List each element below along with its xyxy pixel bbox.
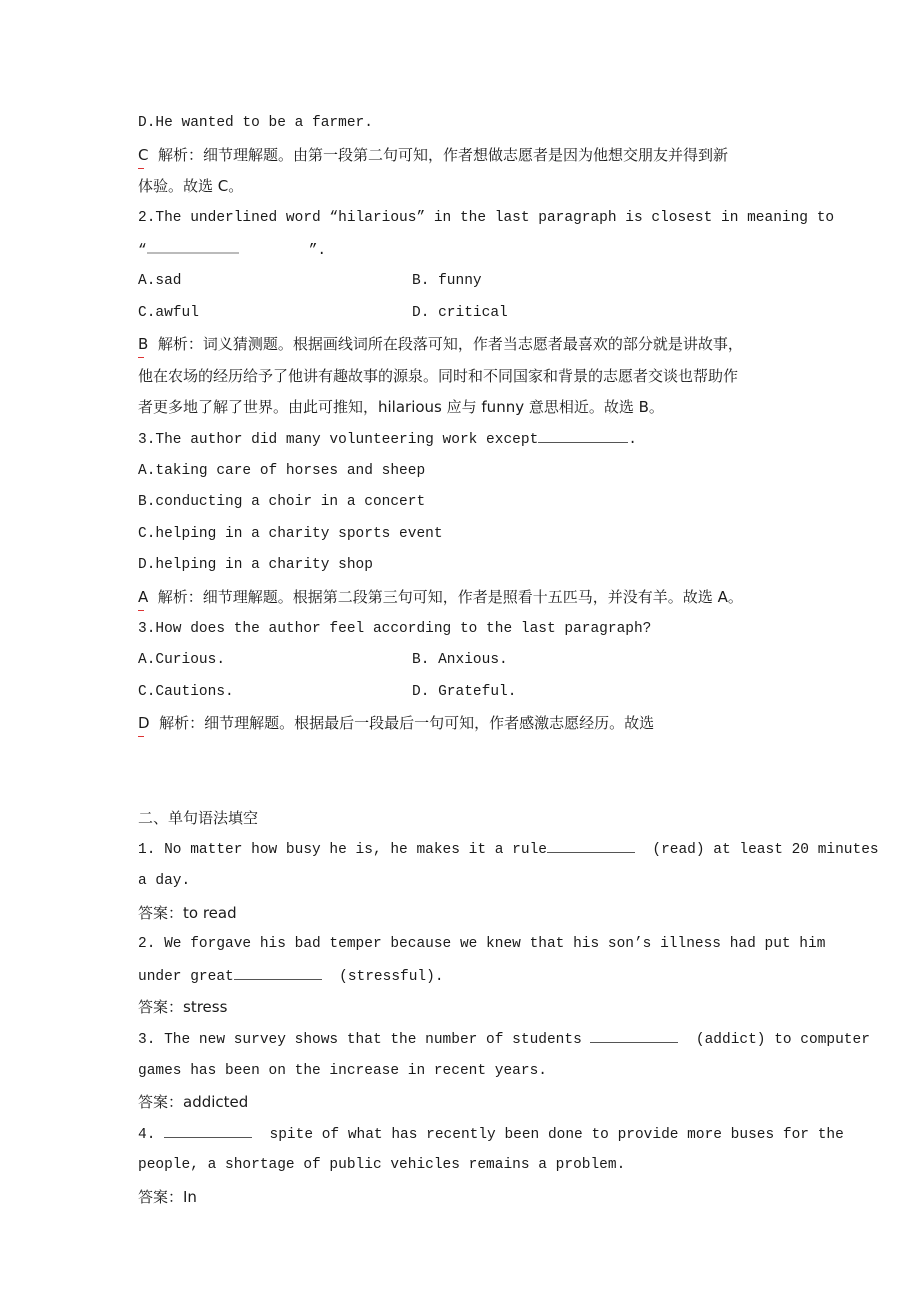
answer-letter: C [138,145,149,164]
option-a: A.sad [138,272,182,289]
grammar-item-2-line: 2. We forgave his bad temper because we knew that his son’s illness had put him [138,936,826,953]
q1-analysis-line: 体验。故选 C。 [138,177,244,196]
answer-letter: B [138,335,149,354]
answer-letter: D [138,714,150,733]
grammar-item-2-answer: 答案：stress [138,998,228,1017]
answer-blank [538,428,628,443]
grammar-item-3-answer: 答案：addicted [138,1093,249,1112]
q2-stem-blank-line: “ ”. [138,238,838,270]
answer-blank [547,838,635,853]
option-a: A.Curious. [138,652,226,669]
q3-option-a: A.taking care of horses and sheep [138,462,426,479]
answer-letter: A [138,587,149,606]
option-d: D. critical [412,304,508,321]
document-page [138,112,879,1218]
q4-options-row [138,681,838,713]
q2-analysis-line: 者更多地了解了世界。由此可推知，hilarious 应与 funny 意思相近。故选 B。 [138,398,664,417]
q3-stem: 3.The author did many volunteering work except . [138,428,838,460]
q1-analysis-line: C 解析：细节理解题。由第一段第二句可知，作者想做志愿者是因为他想交朋友并得到新 [138,145,729,164]
grammar-item-4-line: 4. spite of what has recently been done to provide more buses for the [138,1123,838,1155]
grammar-item-2-line: under great (stressful). [138,965,838,997]
q2-options-row [138,302,838,334]
q3-option-c: C.helping in a charity sports event [138,525,443,542]
grammar-item-1-line: a day. [138,873,191,890]
q4-options-row [138,649,838,681]
grammar-item-4-line: people, a shortage of public vehicles remains a problem. [138,1157,626,1174]
q2-options-row [138,270,838,302]
section-title: 二、单句语法填空 [138,808,259,827]
grammar-item-1-answer: 答案：to read [138,903,237,922]
grammar-item-4-answer: 答案：In [138,1188,197,1206]
answer-blank [234,965,322,980]
option-d: D. Grateful. [412,683,517,700]
option-b: B. funny [412,272,482,289]
q3-analysis-line: A 解析：细节理解题。根据第二段第三句可知，作者是照看十五匹马，并没有羊。故选 A。 [138,587,743,606]
grammar-item-3-line: 3. The new survey shows that the number of students (addict) to computer [138,1028,838,1060]
grammar-item-1-line: 1. No matter how busy he is, he makes it a rule (read) at least 20 minutes [138,838,838,870]
option-b: B. Anxious. [412,652,508,669]
answer-blank [147,238,239,254]
q4-stem: 3.How does the author feel according to the last paragraph? [138,620,652,637]
q2-analysis-line: 他在农场的经历给予了他讲有趣故事的源泉。同时和不同国家和背景的志愿者交谈也帮助作 [138,366,739,385]
section-gap [138,744,838,807]
q3-option-b: B.conducting a choir in a concert [138,494,426,511]
grammar-item-3-line: games has been on the increase in recent years. [138,1062,547,1079]
option-c: C.awful [138,304,199,321]
q2-stem: 2.The underlined word “hilarious” in the last paragraph is closest in meaning to [138,209,835,226]
q3-option-d: D.helping in a charity shop [138,557,373,574]
answer-blank [590,1028,678,1043]
q2-analysis-line: B 解析：词义猜测题。根据画线词所在段落可知，作者当志愿者最喜欢的部分就是讲故事， [138,335,743,354]
q1-option-d: D.He wanted to be a farmer. [138,115,373,131]
option-c: C.Cautions. [138,683,234,700]
q4-analysis-line: D 解析：细节理解题。根据最后一段最后一句可知，作者感激志愿经历。故选 [138,714,655,733]
answer-blank [164,1123,252,1138]
